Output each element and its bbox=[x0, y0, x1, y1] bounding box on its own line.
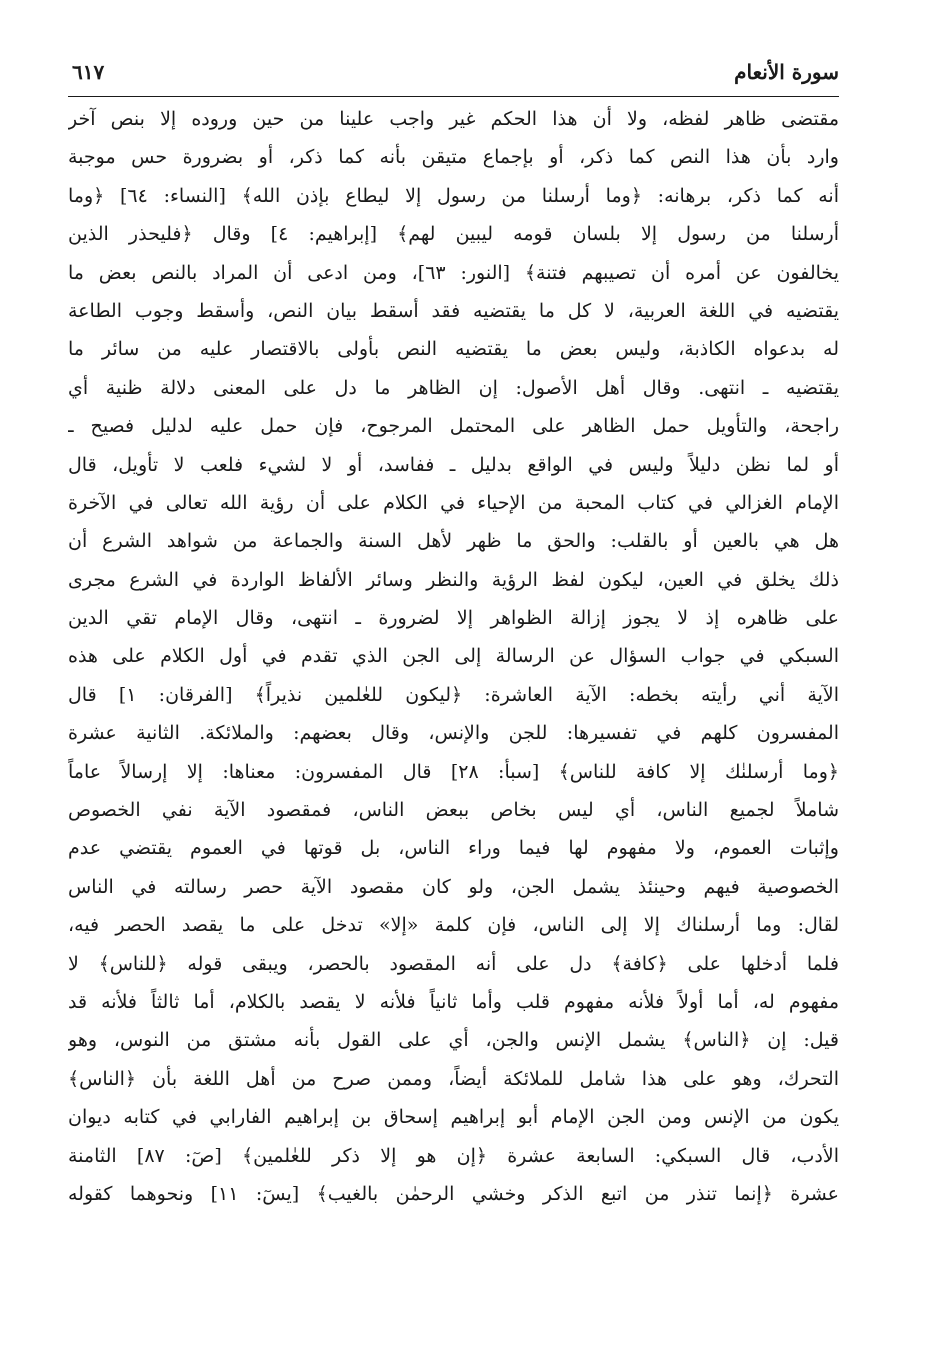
text-line: مقتضى ظاهر لفظه، ولا أن هذا الحكم غير واجب علينا من حين وروده إلا بنص آخر bbox=[68, 108, 839, 130]
surah-title: سورة الأنعام bbox=[734, 60, 839, 84]
text-line: يقتضيه في اللغة العربية، لا كل ما يقتضيه فقد أسقط بيان النص، وأسقط وجوب الطاعة bbox=[68, 299, 839, 322]
page-number: ٦١٧ bbox=[72, 60, 105, 84]
text-line: أو لما نظن دليلاً وليس في الواقع بدليل ـ ففاسد، أو لا لشيء فلعب لا تأويل، قال bbox=[68, 453, 839, 476]
text-line: يخالفون عن أمره أن تصيبهم فتنة﴾ [النور: ٦٣]، ومن ادعى أن المراد بالنص بعض ما bbox=[68, 261, 839, 284]
text-line: الآية أني رأيته بخطه: الآية العاشرة: ﴿ليكون للعٰلمين نذيراً﴾ [الفرقان: ١] قال bbox=[68, 683, 839, 706]
text-line: شاملاً لجميع الناس، أي ليس بخاص ببعض الناس، فمقصود الآية نفي الخصوص bbox=[68, 799, 839, 822]
text-line: الأدب، قال السبكي: السابعة عشرة ﴿إن هو إلا ذكر للعٰلمين﴾ [صٓ: ٨٧] الثامنة bbox=[68, 1144, 839, 1167]
text-line: ذلك يخلق في العين، ليكون لفظ الرؤية والنظر وسائر الألفاظ الواردة في الشرع مجرى bbox=[68, 568, 839, 591]
text-line: قيل: إن ﴿الناس﴾ يشمل الإنس والجن، أي على القول بأنه مشتق من النوس، وهو bbox=[68, 1029, 839, 1052]
text-line: مفهوم له، أما أولاً فلأنه مفهوم قلب وأما ثانياً فلأنه لا يقصد بالكلام، أما ثالثاً فلأنه قد bbox=[68, 990, 839, 1013]
text-line: لقال: وما أرسلناك إلا إلى الناس، فإن كلمة «إلا» تدخل على ما يقصد الحصر فيه، bbox=[68, 914, 839, 937]
text-line: راجحة، والتأويل حمل الظاهر على المحتمل المرجوح، فإن حمل عليه لدليل فصيح ـ bbox=[68, 415, 839, 438]
text-line: أرسلنا من رسول إلا بلسان قومه ليبين لهم﴾ [إبراهيم: ٤] وقال ﴿فليحذر الذين bbox=[68, 223, 839, 246]
text-line: على ظاهره إذ لا يجوز إزالة الظواهر إلا لضرورة ـ انتهى، وقال الإمام تقي الدين bbox=[68, 607, 839, 630]
text-line: يكون من الإنس ومن الجن الإمام أبو إبراهيم إسحاق بن إبراهيم الفارابي في كتابه ديوان bbox=[68, 1106, 839, 1129]
text-line: عشرة ﴿إنما تنذر من اتبع الذكر وخشي الرحمٰن بالغيب﴾ [يسٓ: ١١] ونحوهما كقوله bbox=[68, 1182, 839, 1205]
text-line: ﴿وما أرسلنٰك إلا كافة للناس﴾ [سبأ: ٢٨] قال المفسرون: معناها: إلا إرسالاً عاماً bbox=[68, 760, 839, 783]
text-line: أنه كما ذكر، برهانه: ﴿وما أرسلنا من رسول إلا ليطاع بإذن الله﴾ [النساء: ٦٤] ﴿وما bbox=[68, 184, 839, 207]
body-text bbox=[68, 100, 839, 1213]
page-header bbox=[68, 58, 839, 97]
text-line: الخصوصية فيهم وحينئذ يشمل الجن، ولو كان مقصود الآية حصر رسالته في الناس bbox=[68, 875, 839, 898]
text-line: الإمام الغزالي في كتاب المحبة من الإحياء في الكلام على أن رؤية الله تعالى في الآخرة bbox=[68, 491, 839, 514]
text-line: له بدعواه الكاذبة، وليس بعض ما يقتضيه النص بأولى بالاقتصار عليه من سائر ما bbox=[68, 338, 839, 361]
text-line: المفسرون كلهم في تفسيرها: للجن والإنس، وقال بعضهم: والملائكة. الثانية عشرة bbox=[68, 722, 839, 745]
text-line: وارد بأن هذا النص كما ذكر، أو بإجماع متيقن بأنه كما ذكر، أو بضرورة حس موجبة bbox=[68, 146, 839, 169]
text-line: هل هي بالعين أو بالقلب: والحق ما ظهر لأهل السنة والجماعة من شواهد الشرع أن bbox=[68, 530, 839, 553]
text-line: يقتضيه ـ انتهى. وقال أهل الأصول: إن الظاهر ما دل على المعنى دلالة ظنية أي bbox=[68, 376, 839, 399]
text-line: التحرك، وهو على هذا شامل للملائكة أيضاً، وممن صرح من أهل اللغة بأن ﴿الناس﴾ bbox=[68, 1067, 839, 1090]
text-line: وإثبات العموم، ولا مفهوم لها فيما وراء الناس، بل قوتها في العموم يقتضي عدم bbox=[68, 837, 839, 860]
text-line: فلما أدخلها على ﴿كافة﴾ دل على أنه المقصود بالحصر، ويبقى قوله ﴿للناس﴾ لا bbox=[68, 952, 839, 975]
text-line: السبكي في جواب السؤال عن الرسالة إلى الجن الذي تقدم في أول الكلام على هذه bbox=[68, 645, 839, 668]
